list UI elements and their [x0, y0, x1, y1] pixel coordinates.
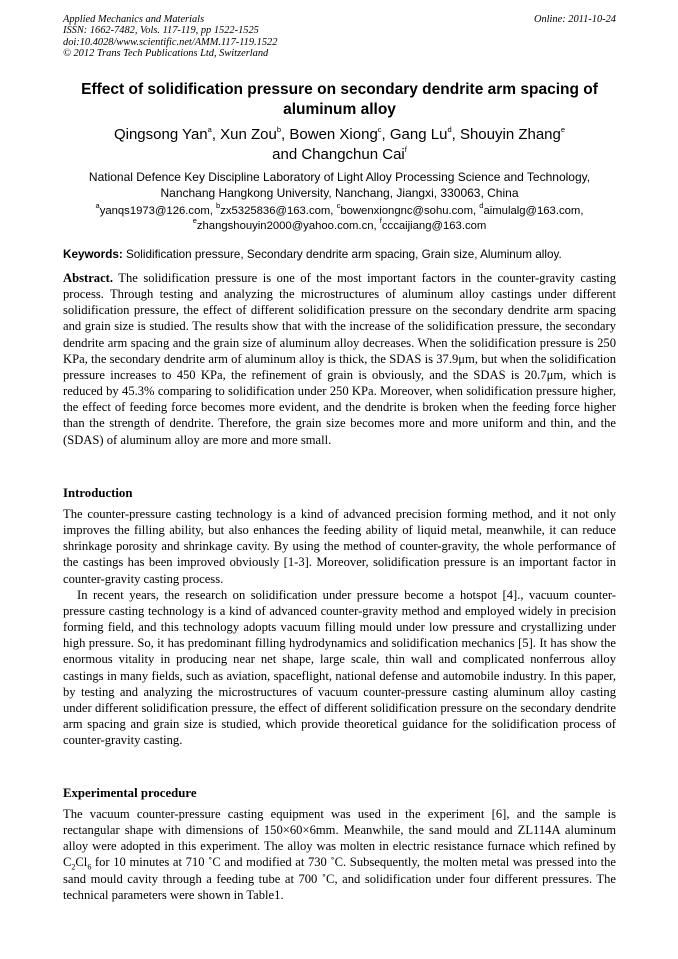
formula-subscript: 2: [71, 862, 76, 872]
keywords-text: Solidification pressure, Secondary dendrite arm spacing, Grain size, Aluminum alloy.: [126, 248, 562, 261]
author-sup: a: [207, 125, 212, 134]
abstract: [63, 270, 616, 448]
author-and: and: [272, 146, 298, 163]
email-address: yanqs1973@126.com,: [99, 205, 213, 217]
online-date: Online: 2011-10-24: [533, 14, 616, 25]
email-sup: c: [336, 201, 341, 211]
email-address: zx5325836@163.com,: [220, 205, 334, 217]
author-list: Qingsong Yan$^a$, Xun Zou$^b$, Bowen Xiong$^c$, Gang Lu$^d$, Shouyin Zhang$^e$ and Changchun Cai$^f$: [113, 125, 566, 163]
author-sup: f: [404, 145, 407, 154]
experimental-paragraph: [63, 806, 616, 903]
experimental-text: The vacuum counter-pressure casting equipment was used in the experiment [6], and the sample is rectangular shape with dimensions of 150×60×6mm. Meanwhile, the sand mould and ZL114A aluminum alloy were adopted in this experiment. The alloy was molten in electric resistance furnace which refined by C: [63, 807, 616, 870]
email-address: bowenxiongnc@sohu.com,: [340, 205, 477, 217]
author-name: Gang Lu: [389, 126, 448, 143]
experimental-body: [63, 806, 616, 903]
author-name: Shouyin Zhang: [459, 126, 561, 143]
author-name: Qingsong Yan: [113, 126, 208, 143]
author-sup: d: [447, 125, 452, 134]
email-address: aimulalg@163.com,: [483, 205, 584, 217]
issn-line: ISSN: 1662-7482, Vols. 117-119, pp 1522-1525: [63, 25, 259, 37]
introduction-paragraph: The counter-pressure casting technology is a kind of advanced precision forming method, and it not only improves the filling ability, but also enhances the feeding ability of liquid metal, meanwhile, it can reduce shrinkage porosity and shrinkage cavity. By using the method of counter-gravity, the whole performance of the castings has been improved obviously [1-3]. Moreover, solidification pressure is an important factor in counter-gravity casting process.: [63, 507, 616, 586]
email-sup: f: [379, 216, 382, 226]
journal-header: [63, 14, 277, 60]
abstract-label: Abstract.: [63, 271, 114, 285]
paper-title: Effect of solidification pressure on secondary dendrite arm spacing of aluminum alloy: [81, 81, 598, 118]
author-sup: b: [276, 125, 282, 134]
copyright-line: © 2012 Trans Tech Publications Ltd, Switzerland: [63, 48, 269, 60]
author-name: Changchun Cai: [301, 146, 405, 163]
experimental-text: for 10 minutes at 710 ˚C and modified at 730 ˚C. Subsequently, the molten metal was pressed into the sand mould cavity through a feeding tube at 700 ˚C, and solidification under four different pressures. The technical parameters were shown in Table1.: [63, 855, 616, 902]
author-sup: e: [560, 125, 566, 134]
email-sup: b: [216, 201, 221, 211]
affiliation-line: Nanchang Hangkong University, Nanchang, Jiangxi, 330063, China: [160, 186, 519, 200]
introduction-heading: Introduction: [63, 486, 133, 500]
experimental-heading: Experimental procedure: [63, 786, 197, 800]
experimental-text: Cl: [75, 855, 88, 870]
email-sup: e: [192, 216, 197, 226]
abstract-text: The solidification pressure is one of the most important factors in the counter-gravity casting process. Through testing and analyzing the microstructures of aluminum alloy castings under different solidification pressure, the effect of different solidification pressure on the secondary dendrite arm spacing and grain size is studied. The results show that with the increase of the solidification pressure, the secondary dendrite arm spacing and the grain size of aluminum alloy decreases. When the solidification pressure is 250 KPa, the secondary dendrite arm of aluminum alloy is thick, the SDAS is 37.9μm, but when the solidification pressure increases to 450 KPa, the refinement of grain is obviously, and the SDAS is 20.7μm, which is reduced by 45.3% comparing to solidification under 250 KPa. Moreover, when solidification pressure higher, the effect of feeding force becomes more evident, and the dendrite is broken when the feeding force higher than the strength of dendrite. Therefore, the grain size becomes more and more uniform and thin, and the (SDAS) of aluminum alloy are more and more small.: [63, 271, 617, 447]
doi-line: doi:10.4028/www.scientific.net/AMM.117-119.1522: [63, 36, 278, 48]
email-list: [63, 201, 616, 234]
affiliation-line: National Defence Key Discipline Laboratory of Light Alloy Processing Science and Technology,: [88, 170, 591, 184]
email-sup: a: [95, 201, 100, 211]
email-address: cccaijiang@163.com: [381, 220, 487, 232]
formula-subscript: 6: [87, 862, 92, 872]
email-address: zhangshouyin2000@yahoo.com.cn,: [196, 220, 377, 232]
author-sup: c: [377, 125, 382, 134]
introduction-paragraph: In recent years, the research on solidification under pressure become a hotspot [4]., vacuum counter-pressure casting technology is a kind of advanced counter-gravity method and employed widely in precision forming field, and this technology adopts vacuum filling mould under low pressure and crystallizing under high pressure. So, it has predominant filling hydrodynamics and solidification mechanics [5]. It has show the enormous vitality in producing near net shape, large scale, thin wall and complicated nonferrous alloy castings in many fields, such as aviation, spaceflight, national defense and automobile industry. In this paper, by testing and analyzing the microstructures of vacuum counter-pressure casting aluminum alloy casting under different solidification pressure, the effect of different solidification pressure on the secondary dendrite arm spacing and grain size is studied, which provide theoretical guidance for the solidification process of counter-gravity casting.: [63, 587, 616, 748]
introduction-body: [63, 506, 616, 748]
keywords-label: Keywords:: [63, 248, 123, 261]
email-sup: d: [479, 201, 484, 211]
journal-name: Applied Mechanics and Materials: [63, 14, 205, 25]
author-name: Xun Zou: [220, 126, 277, 143]
keywords: [63, 247, 616, 263]
author-name: Bowen Xiong: [289, 126, 378, 143]
affiliation: [63, 169, 616, 201]
